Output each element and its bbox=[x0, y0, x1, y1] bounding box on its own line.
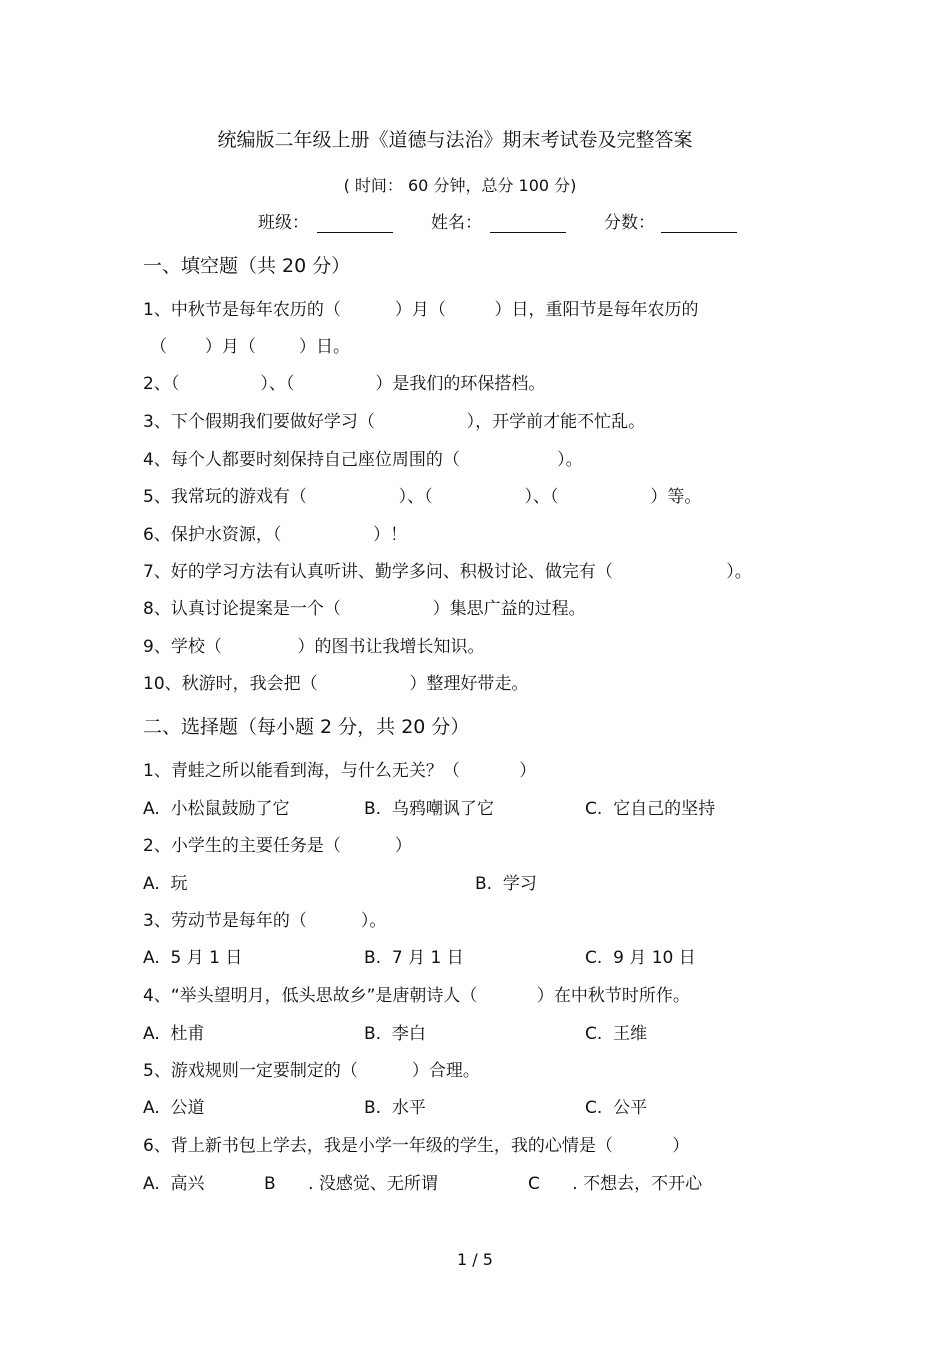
choice-2-option-b: B. 学习 bbox=[475, 874, 537, 894]
exam-info: ( 时间： 60 分钟，总分 100 分) bbox=[343, 176, 577, 195]
name-blank bbox=[490, 232, 566, 233]
choice-question-3: 3、劳动节是每年的（ ）。 bbox=[143, 911, 387, 931]
choice-4-option-a: A. 杜甫 bbox=[143, 1024, 205, 1044]
section-heading-multiple-choice: 二、选择题（每小题 2 分，共 20 分） bbox=[143, 716, 470, 738]
name-label: 姓名： bbox=[431, 213, 482, 233]
question-4: 4、每个人都要时刻保持自己座位周围的（ ）。 bbox=[143, 450, 583, 470]
choice-1-option-c: C. 它自己的坚持 bbox=[585, 799, 716, 819]
choice-question-5: 5、游戏规则一定要制定的（ ）合理。 bbox=[143, 1061, 480, 1081]
question-5: 5、我常玩的游戏有（ ）、（ ）、（ ）等。 bbox=[143, 487, 702, 507]
choice-4-option-b: B. 李白 bbox=[364, 1024, 426, 1044]
score-blank bbox=[661, 232, 737, 233]
page-number: 1 / 5 bbox=[457, 1250, 493, 1269]
question-8: 8、认真讨论提案是一个（ ）集思广益的过程。 bbox=[143, 599, 586, 619]
choice-question-4: 4、“举头望明月，低头思故乡”是唐朝诗人（ ）在中秋节时所作。 bbox=[143, 986, 690, 1006]
question-3: 3、下个假期我们要做好学习（ ），开学前才能不忙乱。 bbox=[143, 412, 646, 432]
choice-5-option-c: C. 公平 bbox=[585, 1098, 648, 1118]
choice-3-option-a: A. 5 月 1 日 bbox=[143, 948, 243, 968]
choice-5-option-b: B. 水平 bbox=[364, 1098, 426, 1118]
choice-1-option-a: A. 小松鼠鼓励了它 bbox=[143, 799, 290, 819]
question-1-continued: （ ）月（ ）日。 bbox=[150, 337, 351, 357]
choice-1-option-b: B. 乌鸦嘲讽了它 bbox=[364, 799, 494, 819]
section-heading-fill-blank: 一、填空题（共 20 分） bbox=[143, 255, 351, 277]
choice-question-6: 6、背上新书包上学去，我是小学一年级的学生，我的心情是（ ） bbox=[143, 1136, 690, 1156]
score-label: 分数： bbox=[604, 213, 655, 233]
choice-question-1: 1、青蛙之所以能看到海，与什么无关？（ ） bbox=[143, 761, 537, 781]
class-label: 班级： bbox=[258, 213, 309, 233]
choice-6-option-c: C . 不想去，不开心 bbox=[528, 1174, 703, 1194]
question-6: 6、保护水资源，（ ）！ bbox=[143, 525, 408, 545]
choice-5-option-a: A. 公道 bbox=[143, 1098, 205, 1118]
choice-question-2: 2、小学生的主要任务是（ ） bbox=[143, 836, 412, 856]
question-7: 7、好的学习方法有认真听讲、勤学多问、积极讨论、做完有（ ）。 bbox=[143, 562, 752, 582]
question-10: 10、秋游时，我会把（ ）整理好带走。 bbox=[143, 674, 529, 694]
question-1: 1、中秋节是每年农历的（ ）月（ ）日，重阳节是每年农历的 bbox=[143, 300, 699, 320]
class-blank bbox=[317, 232, 393, 233]
choice-4-option-c: C. 王维 bbox=[585, 1024, 648, 1044]
question-2: 2、（ ）、（ ）是我们的环保搭档。 bbox=[143, 374, 546, 394]
choice-3-option-c: C. 9 月 10 日 bbox=[585, 948, 696, 968]
question-9: 9、学校（ ）的图书让我增长知识。 bbox=[143, 637, 485, 657]
choice-6-option-a: A. 高兴 bbox=[143, 1174, 205, 1194]
choice-2-option-a: A. 玩 bbox=[143, 874, 188, 894]
choice-3-option-b: B. 7 月 1 日 bbox=[364, 948, 464, 968]
page-title: 统编版二年级上册《道德与法治》期末考试卷及完整答案 bbox=[217, 129, 693, 151]
choice-6-option-b: B . 没感觉、无所谓 bbox=[264, 1174, 438, 1194]
